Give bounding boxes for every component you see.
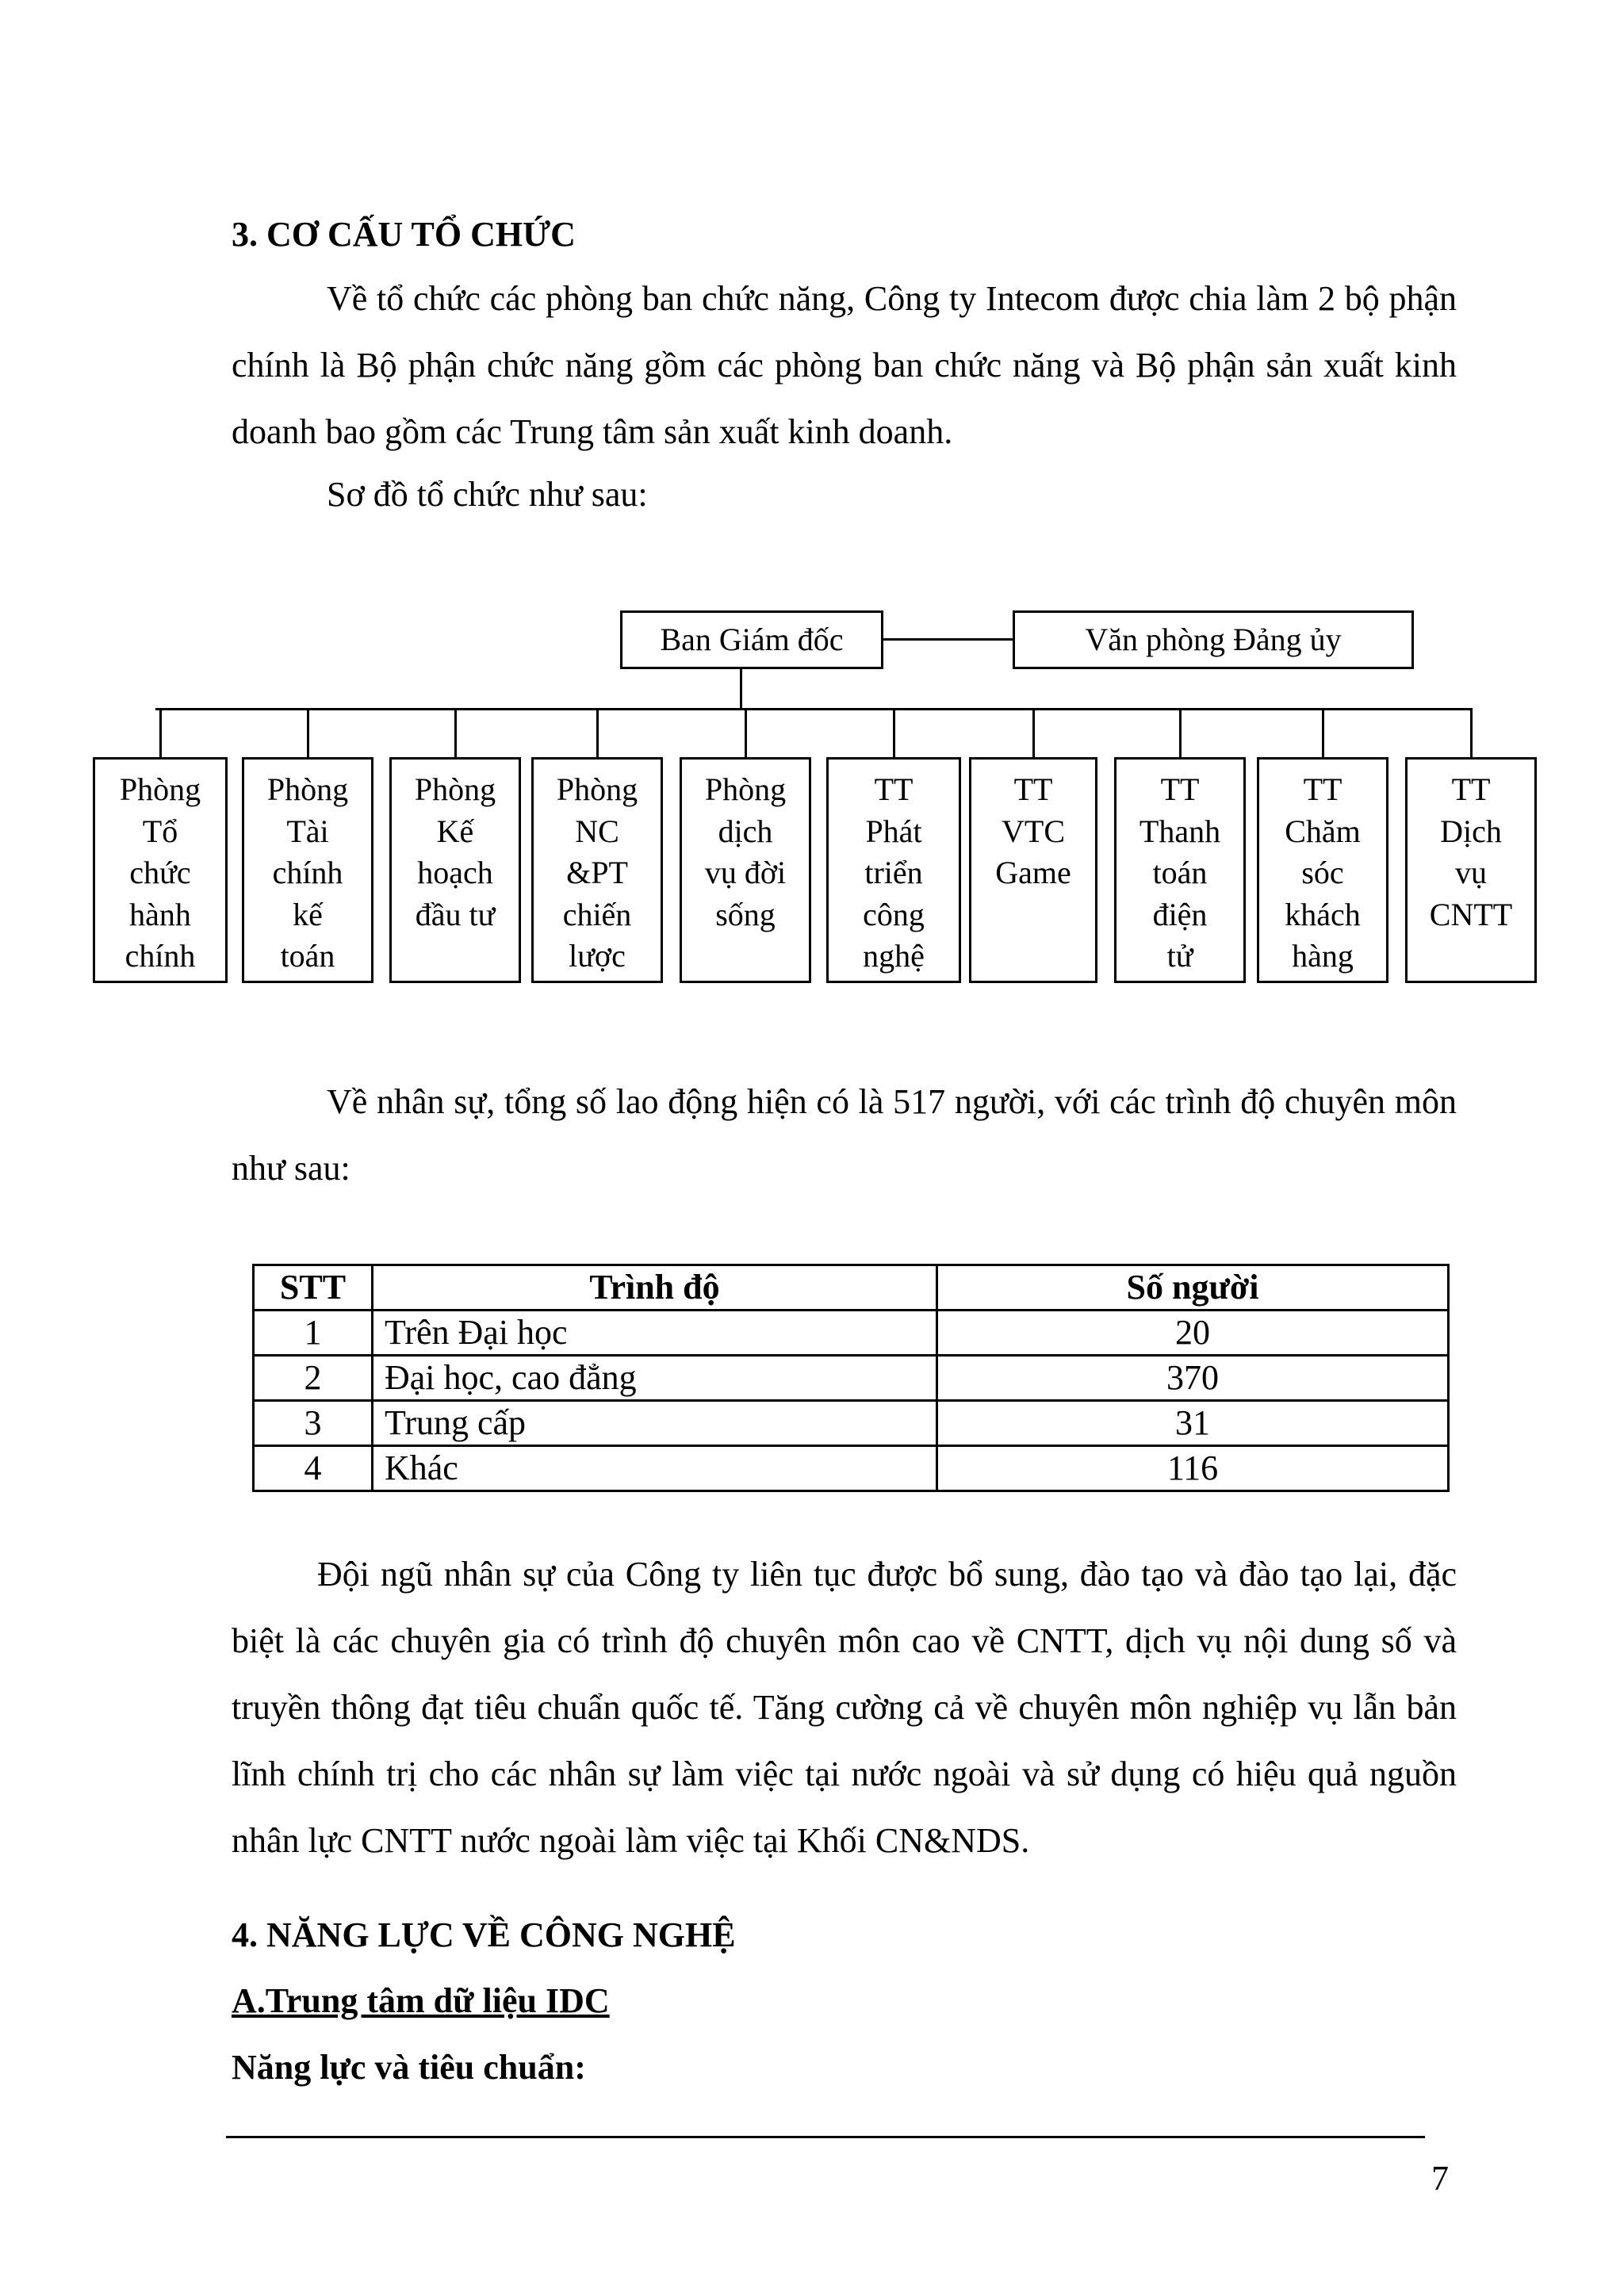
department-label-line: &PT — [566, 855, 628, 890]
cell-level: Trung cấp — [373, 1401, 937, 1446]
department-label-line: Kế — [436, 813, 474, 849]
table-row — [254, 1446, 1449, 1491]
section-3-paragraph: Về tổ chức các phòng ban chức năng, Công ty Intecom được chia làm 2 bộ phận chính là Bộ phận chức năng gồm các phòng ban chức năng và Bộ phận sản xuất kinh doanh bao gồm các Trung tâm sản xuất kinh doanh. — [232, 279, 1457, 451]
department-box — [1114, 757, 1246, 983]
party-office-box: Văn phòng Đảng ủy — [1013, 610, 1414, 669]
section-3-heading: 3. CƠ CẤU TỔ CHỨC — [232, 215, 576, 254]
table-row — [254, 1356, 1449, 1401]
department-label-line: hoạch — [417, 855, 493, 890]
cell-count: 370 — [937, 1356, 1449, 1401]
staff-qualification-table — [252, 1264, 1450, 1492]
board-of-directors-box: Ban Giám đốc — [620, 610, 883, 669]
department-label-line: toán — [280, 938, 335, 974]
department-label-line: TT — [1160, 771, 1200, 807]
department-label-line: TT — [1013, 771, 1053, 807]
department-label-line: Phòng — [556, 771, 638, 807]
cell-count: 116 — [937, 1446, 1449, 1491]
department-label-line: Tổ — [142, 813, 178, 849]
org-chart-intro: Sơ đồ tổ chức như sau: — [327, 475, 648, 514]
department-label-line: chức — [129, 855, 191, 890]
department-label-line: VTC — [1002, 813, 1065, 849]
connector-line — [893, 708, 895, 758]
connector-line — [1322, 708, 1324, 758]
table-row — [254, 1401, 1449, 1446]
connector-line — [745, 708, 747, 758]
header-stt: STT — [254, 1265, 373, 1311]
department-label-line: dịch — [718, 813, 773, 849]
cell-stt: 1 — [254, 1311, 373, 1356]
department-label-line: Phòng — [119, 771, 201, 807]
department-label-line: khách — [1285, 896, 1361, 932]
department-label-line: tử — [1166, 938, 1193, 974]
department-box — [1405, 757, 1537, 983]
connector-line — [1470, 708, 1473, 758]
cell-count: 31 — [937, 1401, 1449, 1446]
header-count: Số người — [937, 1265, 1449, 1311]
department-label-line: hàng — [1292, 938, 1354, 974]
connector-line — [159, 708, 162, 758]
cell-level: Khác — [373, 1446, 937, 1491]
department-label-line: hành — [129, 896, 191, 932]
department-label-line: CNTT — [1429, 896, 1513, 932]
department-box — [1257, 757, 1388, 983]
cell-count: 20 — [937, 1311, 1449, 1356]
section-4-subheading: A.Trung tâm dữ liệu IDC — [232, 1981, 610, 2020]
section-4-heading: 4. NĂNG LỰC VỀ CÔNG NGHỆ — [232, 1915, 736, 1954]
department-label-line: chính — [124, 938, 196, 974]
connector-line — [1032, 708, 1035, 758]
department-label-line: TT — [1451, 771, 1491, 807]
department-label-line: sống — [715, 896, 776, 932]
connector-line — [454, 708, 457, 758]
table-row — [254, 1311, 1449, 1356]
connector-line — [740, 669, 742, 709]
cell-level: Trên Đại học — [373, 1311, 937, 1356]
cell-level: Đại học, cao đẳng — [373, 1356, 937, 1401]
department-label-line: chính — [272, 855, 343, 890]
staffing-intro: Về nhân sự, tổng số lao động hiện có là 517 người, với các trình độ chuyên môn như sau: — [232, 1082, 1457, 1188]
connector-line — [883, 638, 1013, 641]
footer-rule — [226, 2136, 1425, 2138]
cell-stt: 2 — [254, 1356, 373, 1401]
header-level: Trình độ — [373, 1265, 937, 1311]
department-label-line: toán — [1152, 855, 1208, 890]
department-label-line: TT — [1303, 771, 1342, 807]
department-label-line: triển — [864, 855, 923, 890]
department-label-line: công — [863, 896, 925, 932]
cell-stt: 4 — [254, 1446, 373, 1491]
department-label-line: Game — [995, 855, 1071, 890]
department-label-line: Tài — [286, 813, 329, 849]
department-label-line: chiến — [562, 896, 632, 932]
department-box — [969, 757, 1097, 983]
table-header-row — [254, 1265, 1449, 1311]
department-label-line: NC — [575, 813, 619, 849]
department-label-line: kế — [293, 896, 323, 932]
department-label-line: đầu tư — [415, 896, 496, 932]
department-box — [93, 757, 228, 983]
department-label-line: Chăm — [1285, 813, 1361, 849]
department-label-line: Phòng — [266, 771, 349, 807]
department-label-line: TT — [874, 771, 914, 807]
department-label-line: Phát — [865, 813, 922, 849]
connector-line — [307, 708, 309, 758]
department-label-line: Dịch — [1440, 813, 1502, 849]
capability-label: Năng lực và tiêu chuẩn: — [232, 2048, 586, 2087]
department-label-line: lược — [569, 938, 626, 974]
department-label-line: sóc — [1301, 855, 1344, 890]
department-label-line: vụ đời — [704, 855, 787, 890]
department-label-line: vụ — [1455, 855, 1487, 890]
department-box — [531, 757, 663, 983]
connector-line — [596, 708, 599, 758]
staffing-paragraph: Đội ngũ nhân sự của Công ty liên tục được bổ sung, đào tạo và đào tạo lại, đặc biệt là các chuyên gia có trình độ chuyên môn cao về CNTT, dịch vụ nội dung số và truyền thông đạt tiêu chuẩn quốc tế. Tăng cường cả về chuyên môn nghiệp vụ lẫn bản lĩnh chính trị cho các nhân sự làm việc tại nước ngoài và sử dụng có hiệu quả nguồn nhân lực CNTT nước ngoài làm việc tại Khối CN&NDS. — [232, 1555, 1457, 1860]
department-box — [242, 757, 373, 983]
department-label-line: Phòng — [704, 771, 787, 807]
department-box — [680, 757, 811, 983]
department-box — [389, 757, 521, 983]
department-label-line: điện — [1152, 896, 1208, 932]
connector-line — [1179, 708, 1182, 758]
cell-stt: 3 — [254, 1401, 373, 1446]
page-number: 7 — [1431, 2159, 1449, 2198]
department-box — [826, 757, 961, 983]
department-label-line: Thanh — [1139, 813, 1221, 849]
department-label-line: nghệ — [863, 938, 925, 974]
department-label-line: Phòng — [414, 771, 496, 807]
connector-line — [155, 708, 1471, 710]
